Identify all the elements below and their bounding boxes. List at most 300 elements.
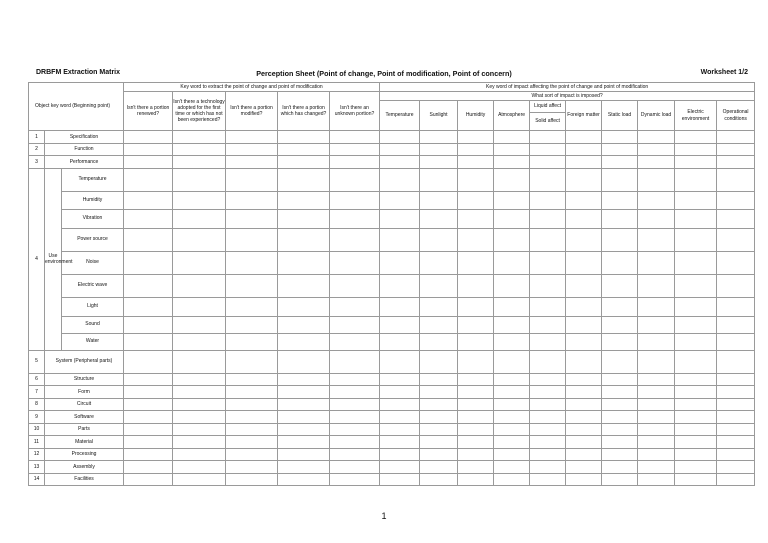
matrix-cell[interactable] — [566, 373, 602, 386]
matrix-cell[interactable] — [380, 297, 420, 316]
matrix-cell[interactable] — [566, 423, 602, 436]
matrix-cell[interactable] — [602, 209, 638, 228]
matrix-cell[interactable] — [124, 297, 173, 316]
matrix-cell[interactable] — [420, 423, 458, 436]
matrix-cell[interactable] — [124, 386, 173, 399]
matrix-cell[interactable] — [330, 386, 380, 399]
matrix-cell[interactable] — [124, 143, 173, 156]
matrix-cell[interactable] — [675, 316, 717, 333]
matrix-cell[interactable] — [278, 191, 330, 209]
matrix-cell[interactable] — [530, 168, 566, 191]
matrix-cell[interactable] — [494, 251, 530, 274]
matrix-cell[interactable] — [602, 316, 638, 333]
matrix-cell[interactable] — [717, 423, 755, 436]
matrix-cell[interactable] — [675, 156, 717, 169]
matrix-cell[interactable] — [173, 143, 226, 156]
matrix-cell[interactable] — [173, 386, 226, 399]
matrix-cell[interactable] — [458, 274, 494, 297]
matrix-cell[interactable] — [278, 209, 330, 228]
matrix-cell[interactable] — [717, 398, 755, 411]
matrix-cell[interactable] — [458, 209, 494, 228]
matrix-cell[interactable] — [226, 131, 278, 144]
matrix-cell[interactable] — [494, 168, 530, 191]
matrix-cell[interactable] — [330, 473, 380, 486]
matrix-cell[interactable] — [420, 398, 458, 411]
matrix-cell[interactable] — [530, 448, 566, 461]
matrix-cell[interactable] — [530, 274, 566, 297]
matrix-cell[interactable] — [638, 350, 675, 373]
matrix-cell[interactable] — [420, 156, 458, 169]
matrix-cell[interactable] — [675, 473, 717, 486]
matrix-cell[interactable] — [602, 228, 638, 251]
matrix-cell[interactable] — [458, 423, 494, 436]
matrix-cell[interactable] — [330, 333, 380, 350]
matrix-cell[interactable] — [602, 436, 638, 449]
matrix-cell[interactable] — [717, 411, 755, 424]
matrix-cell[interactable] — [675, 228, 717, 251]
matrix-cell[interactable] — [638, 274, 675, 297]
matrix-cell[interactable] — [124, 436, 173, 449]
matrix-cell[interactable] — [530, 398, 566, 411]
matrix-cell[interactable] — [566, 350, 602, 373]
matrix-cell[interactable] — [530, 333, 566, 350]
matrix-cell[interactable] — [494, 333, 530, 350]
matrix-cell[interactable] — [278, 131, 330, 144]
matrix-cell[interactable] — [173, 350, 226, 373]
matrix-cell[interactable] — [638, 333, 675, 350]
matrix-cell[interactable] — [530, 131, 566, 144]
matrix-cell[interactable] — [380, 436, 420, 449]
matrix-cell[interactable] — [380, 316, 420, 333]
matrix-cell[interactable] — [124, 131, 173, 144]
matrix-cell[interactable] — [173, 274, 226, 297]
matrix-cell[interactable] — [173, 373, 226, 386]
matrix-cell[interactable] — [124, 448, 173, 461]
matrix-cell[interactable] — [458, 143, 494, 156]
matrix-cell[interactable] — [675, 461, 717, 474]
matrix-cell[interactable] — [278, 251, 330, 274]
matrix-cell[interactable] — [124, 251, 173, 274]
matrix-cell[interactable] — [675, 168, 717, 191]
matrix-cell[interactable] — [420, 274, 458, 297]
matrix-cell[interactable] — [173, 251, 226, 274]
matrix-cell[interactable] — [530, 436, 566, 449]
matrix-cell[interactable] — [380, 448, 420, 461]
matrix-cell[interactable] — [278, 473, 330, 486]
matrix-cell[interactable] — [226, 316, 278, 333]
matrix-cell[interactable] — [173, 209, 226, 228]
matrix-cell[interactable] — [380, 473, 420, 486]
matrix-cell[interactable] — [124, 209, 173, 228]
matrix-cell[interactable] — [173, 473, 226, 486]
matrix-cell[interactable] — [173, 461, 226, 474]
matrix-cell[interactable] — [458, 461, 494, 474]
matrix-cell[interactable] — [330, 209, 380, 228]
matrix-cell[interactable] — [530, 386, 566, 399]
matrix-cell[interactable] — [420, 297, 458, 316]
matrix-cell[interactable] — [494, 473, 530, 486]
matrix-cell[interactable] — [494, 386, 530, 399]
matrix-cell[interactable] — [602, 448, 638, 461]
matrix-cell[interactable] — [226, 350, 278, 373]
matrix-cell[interactable] — [458, 411, 494, 424]
matrix-cell[interactable] — [458, 398, 494, 411]
matrix-cell[interactable] — [458, 297, 494, 316]
matrix-cell[interactable] — [226, 398, 278, 411]
matrix-cell[interactable] — [173, 297, 226, 316]
matrix-cell[interactable] — [420, 131, 458, 144]
matrix-cell[interactable] — [717, 297, 755, 316]
matrix-cell[interactable] — [675, 423, 717, 436]
matrix-cell[interactable] — [494, 373, 530, 386]
matrix-cell[interactable] — [380, 228, 420, 251]
matrix-cell[interactable] — [330, 143, 380, 156]
matrix-cell[interactable] — [330, 131, 380, 144]
matrix-cell[interactable] — [330, 411, 380, 424]
matrix-cell[interactable] — [330, 436, 380, 449]
matrix-cell[interactable] — [530, 143, 566, 156]
matrix-cell[interactable] — [494, 209, 530, 228]
matrix-cell[interactable] — [173, 156, 226, 169]
matrix-cell[interactable] — [226, 251, 278, 274]
matrix-cell[interactable] — [638, 156, 675, 169]
matrix-cell[interactable] — [530, 423, 566, 436]
matrix-cell[interactable] — [717, 316, 755, 333]
matrix-cell[interactable] — [420, 316, 458, 333]
matrix-cell[interactable] — [675, 143, 717, 156]
matrix-cell[interactable] — [638, 131, 675, 144]
matrix-cell[interactable] — [675, 333, 717, 350]
matrix-cell[interactable] — [530, 373, 566, 386]
matrix-cell[interactable] — [494, 423, 530, 436]
matrix-cell[interactable] — [494, 411, 530, 424]
matrix-cell[interactable] — [675, 297, 717, 316]
matrix-cell[interactable] — [124, 350, 173, 373]
matrix-cell[interactable] — [124, 473, 173, 486]
matrix-cell[interactable] — [675, 191, 717, 209]
matrix-cell[interactable] — [566, 297, 602, 316]
matrix-cell[interactable] — [380, 168, 420, 191]
matrix-cell[interactable] — [458, 316, 494, 333]
matrix-cell[interactable] — [226, 156, 278, 169]
matrix-cell[interactable] — [602, 411, 638, 424]
matrix-cell[interactable] — [494, 156, 530, 169]
matrix-cell[interactable] — [278, 228, 330, 251]
matrix-cell[interactable] — [124, 228, 173, 251]
matrix-cell[interactable] — [494, 461, 530, 474]
matrix-cell[interactable] — [124, 423, 173, 436]
matrix-cell[interactable] — [530, 350, 566, 373]
matrix-cell[interactable] — [330, 316, 380, 333]
matrix-cell[interactable] — [420, 373, 458, 386]
matrix-cell[interactable] — [675, 386, 717, 399]
matrix-cell[interactable] — [173, 228, 226, 251]
matrix-cell[interactable] — [124, 333, 173, 350]
matrix-cell[interactable] — [226, 373, 278, 386]
matrix-cell[interactable] — [494, 228, 530, 251]
matrix-cell[interactable] — [173, 423, 226, 436]
matrix-cell[interactable] — [717, 373, 755, 386]
matrix-cell[interactable] — [494, 448, 530, 461]
matrix-cell[interactable] — [380, 131, 420, 144]
matrix-cell[interactable] — [173, 168, 226, 191]
matrix-cell[interactable] — [675, 131, 717, 144]
matrix-cell[interactable] — [717, 386, 755, 399]
matrix-cell[interactable] — [278, 274, 330, 297]
matrix-cell[interactable] — [602, 143, 638, 156]
matrix-cell[interactable] — [458, 448, 494, 461]
matrix-cell[interactable] — [638, 209, 675, 228]
matrix-cell[interactable] — [638, 251, 675, 274]
matrix-cell[interactable] — [226, 473, 278, 486]
matrix-cell[interactable] — [494, 316, 530, 333]
matrix-cell[interactable] — [380, 461, 420, 474]
matrix-cell[interactable] — [380, 398, 420, 411]
matrix-cell[interactable] — [278, 411, 330, 424]
matrix-cell[interactable] — [330, 297, 380, 316]
matrix-cell[interactable] — [717, 209, 755, 228]
matrix-cell[interactable] — [458, 131, 494, 144]
matrix-cell[interactable] — [226, 274, 278, 297]
matrix-cell[interactable] — [717, 228, 755, 251]
matrix-cell[interactable] — [330, 461, 380, 474]
matrix-cell[interactable] — [494, 143, 530, 156]
matrix-cell[interactable] — [494, 436, 530, 449]
matrix-cell[interactable] — [173, 411, 226, 424]
matrix-cell[interactable] — [124, 168, 173, 191]
matrix-cell[interactable] — [173, 131, 226, 144]
matrix-cell[interactable] — [420, 333, 458, 350]
matrix-cell[interactable] — [602, 191, 638, 209]
matrix-cell[interactable] — [458, 473, 494, 486]
matrix-cell[interactable] — [494, 191, 530, 209]
matrix-cell[interactable] — [638, 297, 675, 316]
matrix-cell[interactable] — [566, 274, 602, 297]
matrix-cell[interactable] — [717, 473, 755, 486]
matrix-cell[interactable] — [278, 398, 330, 411]
matrix-cell[interactable] — [675, 411, 717, 424]
matrix-cell[interactable] — [124, 156, 173, 169]
matrix-cell[interactable] — [458, 228, 494, 251]
matrix-cell[interactable] — [380, 191, 420, 209]
matrix-cell[interactable] — [566, 448, 602, 461]
matrix-cell[interactable] — [602, 423, 638, 436]
matrix-cell[interactable] — [278, 436, 330, 449]
matrix-cell[interactable] — [638, 228, 675, 251]
matrix-cell[interactable] — [380, 156, 420, 169]
matrix-cell[interactable] — [458, 156, 494, 169]
matrix-cell[interactable] — [530, 191, 566, 209]
matrix-cell[interactable] — [717, 436, 755, 449]
matrix-cell[interactable] — [278, 333, 330, 350]
matrix-cell[interactable] — [380, 350, 420, 373]
matrix-cell[interactable] — [380, 274, 420, 297]
matrix-cell[interactable] — [638, 423, 675, 436]
matrix-cell[interactable] — [530, 316, 566, 333]
matrix-cell[interactable] — [330, 398, 380, 411]
matrix-cell[interactable] — [602, 168, 638, 191]
matrix-cell[interactable] — [173, 316, 226, 333]
matrix-cell[interactable] — [717, 131, 755, 144]
matrix-cell[interactable] — [494, 398, 530, 411]
matrix-cell[interactable] — [420, 448, 458, 461]
matrix-cell[interactable] — [566, 131, 602, 144]
matrix-cell[interactable] — [717, 333, 755, 350]
matrix-cell[interactable] — [638, 316, 675, 333]
matrix-cell[interactable] — [226, 423, 278, 436]
matrix-cell[interactable] — [675, 436, 717, 449]
matrix-cell[interactable] — [566, 156, 602, 169]
matrix-cell[interactable] — [638, 386, 675, 399]
matrix-cell[interactable] — [717, 251, 755, 274]
matrix-cell[interactable] — [458, 373, 494, 386]
matrix-cell[interactable] — [124, 398, 173, 411]
matrix-cell[interactable] — [566, 143, 602, 156]
matrix-cell[interactable] — [278, 423, 330, 436]
matrix-cell[interactable] — [420, 411, 458, 424]
matrix-cell[interactable] — [675, 350, 717, 373]
matrix-cell[interactable] — [602, 251, 638, 274]
matrix-cell[interactable] — [675, 398, 717, 411]
matrix-cell[interactable] — [458, 333, 494, 350]
matrix-cell[interactable] — [717, 274, 755, 297]
matrix-cell[interactable] — [566, 251, 602, 274]
matrix-cell[interactable] — [530, 461, 566, 474]
matrix-cell[interactable] — [226, 228, 278, 251]
matrix-cell[interactable] — [530, 411, 566, 424]
matrix-cell[interactable] — [458, 168, 494, 191]
matrix-cell[interactable] — [675, 274, 717, 297]
matrix-cell[interactable] — [566, 411, 602, 424]
matrix-cell[interactable] — [278, 168, 330, 191]
matrix-cell[interactable] — [494, 350, 530, 373]
matrix-cell[interactable] — [226, 209, 278, 228]
matrix-cell[interactable] — [638, 461, 675, 474]
matrix-cell[interactable] — [173, 191, 226, 209]
matrix-cell[interactable] — [420, 350, 458, 373]
matrix-cell[interactable] — [124, 411, 173, 424]
matrix-cell[interactable] — [602, 473, 638, 486]
matrix-cell[interactable] — [530, 209, 566, 228]
matrix-cell[interactable] — [173, 333, 226, 350]
matrix-cell[interactable] — [566, 228, 602, 251]
matrix-cell[interactable] — [278, 143, 330, 156]
matrix-cell[interactable] — [602, 333, 638, 350]
matrix-cell[interactable] — [717, 143, 755, 156]
matrix-cell[interactable] — [494, 274, 530, 297]
matrix-cell[interactable] — [566, 436, 602, 449]
matrix-cell[interactable] — [420, 251, 458, 274]
matrix-cell[interactable] — [278, 386, 330, 399]
matrix-cell[interactable] — [717, 448, 755, 461]
matrix-cell[interactable] — [530, 297, 566, 316]
matrix-cell[interactable] — [638, 143, 675, 156]
matrix-cell[interactable] — [278, 373, 330, 386]
matrix-cell[interactable] — [226, 168, 278, 191]
matrix-cell[interactable] — [602, 398, 638, 411]
matrix-cell[interactable] — [226, 386, 278, 399]
matrix-cell[interactable] — [124, 274, 173, 297]
matrix-cell[interactable] — [638, 411, 675, 424]
matrix-cell[interactable] — [226, 436, 278, 449]
matrix-cell[interactable] — [717, 156, 755, 169]
matrix-cell[interactable] — [330, 156, 380, 169]
matrix-cell[interactable] — [602, 274, 638, 297]
matrix-cell[interactable] — [566, 386, 602, 399]
matrix-cell[interactable] — [420, 209, 458, 228]
matrix-cell[interactable] — [602, 297, 638, 316]
matrix-cell[interactable] — [330, 228, 380, 251]
matrix-cell[interactable] — [638, 168, 675, 191]
matrix-cell[interactable] — [675, 209, 717, 228]
matrix-cell[interactable] — [278, 461, 330, 474]
matrix-cell[interactable] — [638, 436, 675, 449]
matrix-cell[interactable] — [330, 448, 380, 461]
matrix-cell[interactable] — [278, 297, 330, 316]
matrix-cell[interactable] — [380, 209, 420, 228]
matrix-cell[interactable] — [638, 473, 675, 486]
matrix-cell[interactable] — [330, 274, 380, 297]
matrix-cell[interactable] — [330, 251, 380, 274]
matrix-cell[interactable] — [226, 191, 278, 209]
matrix-cell[interactable] — [494, 297, 530, 316]
matrix-cell[interactable] — [566, 191, 602, 209]
matrix-cell[interactable] — [717, 461, 755, 474]
matrix-cell[interactable] — [330, 191, 380, 209]
matrix-cell[interactable] — [675, 448, 717, 461]
matrix-cell[interactable] — [226, 333, 278, 350]
matrix-cell[interactable] — [717, 191, 755, 209]
matrix-cell[interactable] — [420, 143, 458, 156]
matrix-cell[interactable] — [124, 461, 173, 474]
matrix-cell[interactable] — [173, 398, 226, 411]
matrix-cell[interactable] — [278, 350, 330, 373]
matrix-cell[interactable] — [173, 436, 226, 449]
matrix-cell[interactable] — [278, 316, 330, 333]
matrix-cell[interactable] — [124, 316, 173, 333]
matrix-cell[interactable] — [530, 473, 566, 486]
matrix-cell[interactable] — [675, 251, 717, 274]
matrix-cell[interactable] — [380, 333, 420, 350]
matrix-cell[interactable] — [124, 191, 173, 209]
matrix-cell[interactable] — [420, 461, 458, 474]
matrix-cell[interactable] — [566, 473, 602, 486]
matrix-cell[interactable] — [602, 386, 638, 399]
matrix-cell[interactable] — [124, 373, 173, 386]
matrix-cell[interactable] — [420, 436, 458, 449]
matrix-cell[interactable] — [675, 373, 717, 386]
matrix-cell[interactable] — [458, 251, 494, 274]
matrix-cell[interactable] — [380, 386, 420, 399]
matrix-cell[interactable] — [420, 228, 458, 251]
matrix-cell[interactable] — [380, 373, 420, 386]
matrix-cell[interactable] — [330, 423, 380, 436]
matrix-cell[interactable] — [602, 373, 638, 386]
matrix-cell[interactable] — [602, 461, 638, 474]
matrix-cell[interactable] — [380, 411, 420, 424]
matrix-cell[interactable] — [602, 156, 638, 169]
matrix-cell[interactable] — [420, 191, 458, 209]
matrix-cell[interactable] — [566, 333, 602, 350]
matrix-cell[interactable] — [173, 448, 226, 461]
matrix-cell[interactable] — [494, 131, 530, 144]
matrix-cell[interactable] — [458, 386, 494, 399]
matrix-cell[interactable] — [226, 461, 278, 474]
matrix-cell[interactable] — [602, 350, 638, 373]
matrix-cell[interactable] — [380, 143, 420, 156]
matrix-cell[interactable] — [330, 350, 380, 373]
matrix-cell[interactable] — [278, 156, 330, 169]
